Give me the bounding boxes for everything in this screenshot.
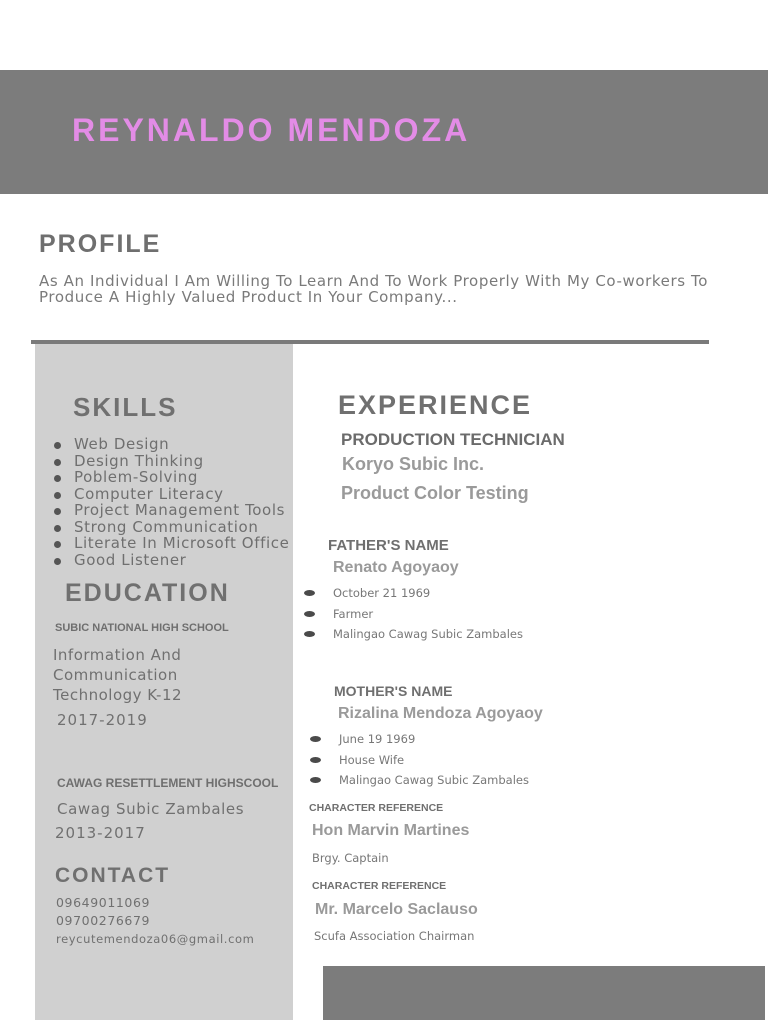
profile-text: As An Individual I Am Willing To Learn And To Work Properly With My Co-workers To Produce A Highly Valued Product In Your Company... — [39, 272, 709, 306]
skills-heading: SKILLS — [73, 392, 178, 422]
skill-item: Good Listener — [52, 552, 289, 569]
bullet-icon — [54, 459, 61, 466]
bullet-icon — [310, 777, 321, 783]
school-location: Cawag Subic Zambales — [57, 800, 245, 818]
reference-label: CHARACTER REFERENCE — [312, 880, 447, 892]
bullet-icon — [304, 611, 315, 617]
phone-number: 09700276679 — [56, 913, 151, 928]
skill-item: Design Thinking — [52, 453, 289, 470]
bullet-icon — [54, 541, 61, 548]
mother-label: MOTHER'S NAME — [334, 683, 453, 699]
email-address: reycutemendoza06@gmail.com — [56, 932, 255, 946]
education-heading: EDUCATION — [65, 579, 230, 607]
detail-item: Malingao Cawag Subic Zambales — [304, 624, 523, 645]
bullet-icon — [54, 475, 61, 482]
detail-item: October 21 1969 — [304, 583, 523, 604]
school-name: SUBIC NATIONAL HIGH SCHOOL — [55, 622, 229, 634]
bullet-icon — [54, 442, 61, 449]
bullet-icon — [310, 736, 321, 742]
reference-label: CHARACTER REFERENCE — [309, 802, 444, 814]
father-details — [304, 583, 523, 645]
detail-item: Farmer — [304, 604, 523, 625]
skill-item: Computer Literacy — [52, 486, 289, 503]
reference-name: Hon Marvin Martines — [312, 822, 470, 839]
reference-name: Mr. Marcelo Saclauso — [315, 901, 478, 918]
bullet-icon — [310, 757, 321, 763]
detail-item: House Wife — [310, 750, 529, 771]
school-years: 2013-2017 — [55, 824, 146, 842]
contact-heading: CONTACT — [55, 864, 171, 887]
profile-heading: PROFILE — [39, 230, 162, 258]
skill-item: Project Management Tools — [52, 502, 289, 519]
phone-number: 09649011069 — [56, 895, 151, 910]
course-name: Information And Communication Technology K-12 — [53, 646, 183, 704]
skill-item: Literate In Microsoft Office — [52, 535, 289, 552]
bullet-icon — [54, 492, 61, 499]
job-title: PRODUCTION TECHNICIAN — [341, 430, 565, 449]
job-duty: Product Color Testing — [341, 483, 529, 503]
resume-name: REYNALDO MENDOZA — [72, 112, 471, 148]
school-name: CAWAG RESETTLEMENT HIGHSCOOL — [57, 776, 279, 790]
bullet-icon — [54, 508, 61, 515]
skill-item: Web Design — [52, 436, 289, 453]
reference-role: Brgy. Captain — [312, 851, 389, 865]
mother-name: Rizalina Mendoza Agoyaoy — [338, 705, 543, 722]
bullet-icon — [304, 631, 315, 637]
footer-band — [323, 966, 765, 1020]
bullet-icon — [304, 590, 315, 596]
detail-item: Malingao Cawag Subic Zambales — [310, 770, 529, 791]
detail-item: June 19 1969 — [310, 729, 529, 750]
skill-item: Strong Communication — [52, 519, 289, 536]
skill-item: Poblem-Solving — [52, 469, 289, 486]
skills-list — [52, 436, 289, 568]
father-name: Renato Agoyaoy — [333, 559, 459, 576]
company-name: Koryo Subic Inc. — [342, 454, 485, 474]
bullet-icon — [54, 558, 61, 565]
experience-heading: EXPERIENCE — [338, 390, 533, 420]
bullet-icon — [54, 525, 61, 532]
father-label: FATHER'S NAME — [328, 537, 449, 554]
mother-details — [310, 729, 529, 791]
reference-role: Scufa Association Chairman — [314, 929, 475, 943]
school-years: 2017-2019 — [57, 711, 148, 729]
